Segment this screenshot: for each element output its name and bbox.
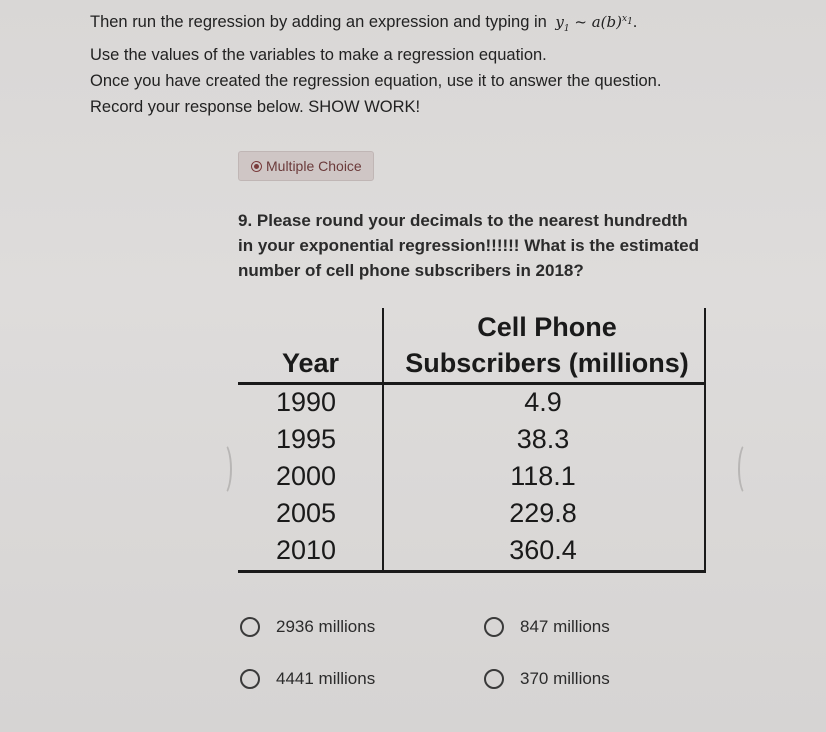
- table-divider: [238, 570, 706, 573]
- year-cell: 2010: [276, 535, 337, 565]
- option-label: 2936 millions: [276, 617, 376, 636]
- value-cell: 118.1: [510, 461, 576, 491]
- option-label: 847 millions: [520, 617, 610, 636]
- instruction-line-4: Record your response below. SHOW WORK!: [90, 98, 421, 116]
- scroll-arrow-right-icon: [738, 442, 756, 496]
- table-row: [238, 495, 706, 532]
- option-847-millions[interactable]: [484, 617, 610, 637]
- year-cell: 1995: [276, 424, 337, 454]
- table-header-year: Year: [282, 348, 340, 378]
- table-header-subscribers-line1: Cell Phone: [477, 312, 617, 342]
- option-label: 370 millions: [520, 669, 610, 688]
- data-table: [238, 308, 708, 574]
- badge-label: Multiple Choice: [266, 158, 362, 174]
- regression-formula: $y_1$ ~ $a(b)^{x_1}$: [555, 13, 633, 34]
- year-cell: 2000: [276, 461, 337, 491]
- instruction-line-2: Use the values of the variables to make a regression equation.: [90, 46, 547, 64]
- option-4441-millions[interactable]: [240, 669, 375, 689]
- value-cell: 4.9: [524, 387, 562, 417]
- value-cell: 38.3: [516, 424, 570, 454]
- table-row: [238, 421, 706, 458]
- table-row: [238, 532, 706, 569]
- instruction-line-3: Once you have created the regression equation, use it to answer the question.: [90, 72, 662, 90]
- instructions: [90, 6, 790, 120]
- table-row: [238, 458, 706, 495]
- instruction-line-1: Then run the regression by adding an expression and typing in $y_1$ ~ $a(b)^{x_1}$.: [90, 13, 638, 34]
- scroll-arrow-left-icon: [214, 442, 232, 496]
- radio-icon[interactable]: [484, 617, 504, 637]
- radio-icon[interactable]: [240, 669, 260, 689]
- option-370-millions[interactable]: [484, 669, 610, 689]
- year-cell: 2005: [276, 498, 337, 528]
- radio-icon[interactable]: [484, 669, 504, 689]
- year-cell: 1990: [276, 387, 337, 417]
- option-2936-millions[interactable]: [240, 617, 375, 637]
- value-cell: 229.8: [509, 498, 577, 528]
- radio-icon[interactable]: [240, 617, 260, 637]
- value-cell: 360.4: [509, 535, 577, 565]
- question-text: 9. Please round your decimals to the nearest hundredth in your exponential regression!!!!!! What is the estimated number of cell phone subscribers in 2018?: [238, 211, 699, 280]
- table-row: [238, 384, 706, 421]
- table-header-subscribers-line2: Subscribers (millions): [405, 348, 689, 378]
- radio-selected-icon: [251, 161, 262, 172]
- option-label: 4441 millions: [276, 669, 376, 688]
- multiple-choice-badge: [238, 151, 374, 181]
